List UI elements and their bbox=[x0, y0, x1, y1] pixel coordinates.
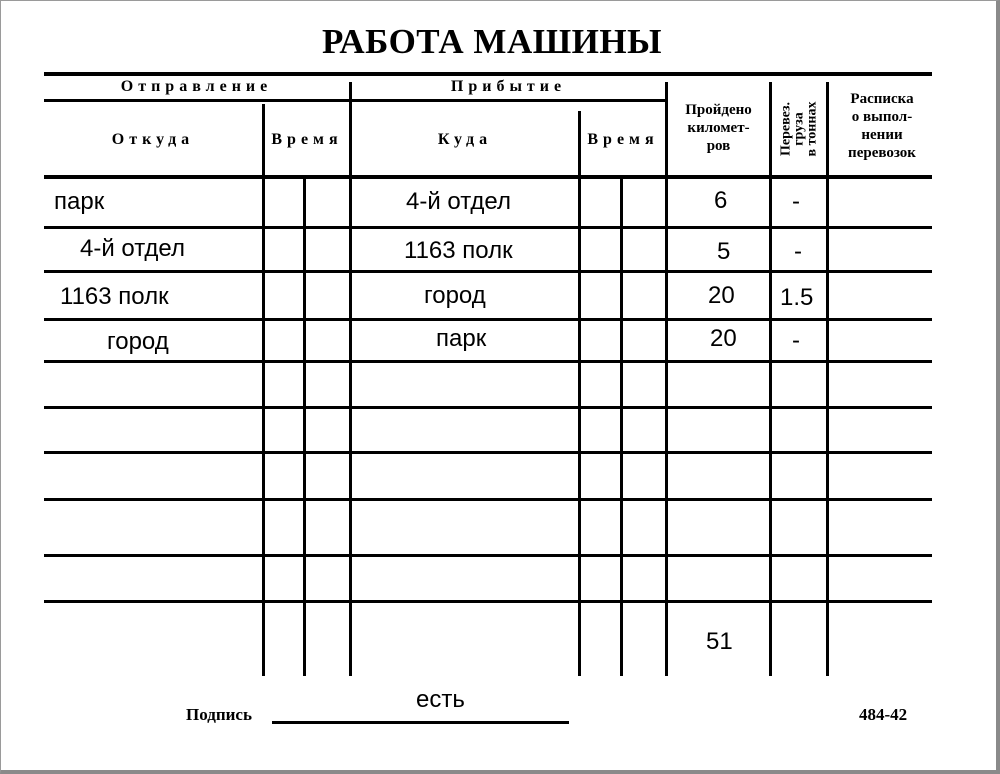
km-column-header bbox=[668, 90, 769, 166]
row-4-from: город bbox=[107, 328, 169, 355]
receipt-header-line: перевозок bbox=[848, 145, 916, 161]
signature-label: Подпись bbox=[186, 705, 252, 724]
signature-line bbox=[272, 721, 569, 724]
row-4-to: парк bbox=[436, 325, 487, 352]
row-1-km: 6 bbox=[714, 187, 728, 214]
row-divider bbox=[44, 270, 932, 273]
km-header-line: километ- bbox=[687, 120, 750, 136]
row-2-to: 1163 полк bbox=[404, 237, 513, 264]
from-column-header: Откуда bbox=[111, 130, 195, 148]
row-2-from: 4-й отдел bbox=[80, 235, 185, 262]
row-divider bbox=[44, 226, 932, 229]
total-km: 51 bbox=[706, 628, 733, 655]
row-divider bbox=[44, 498, 932, 501]
receipt-header-line: Расписка bbox=[850, 91, 914, 107]
row-2-cargo: - bbox=[794, 238, 802, 265]
km-header-line: Пройдено bbox=[685, 102, 752, 118]
row-divider bbox=[44, 318, 932, 321]
row-2-km: 5 bbox=[717, 238, 731, 265]
cargo-header-line: груза bbox=[791, 112, 807, 146]
cargo-header-line: Перевез. bbox=[778, 101, 794, 157]
group-header-divider bbox=[44, 99, 668, 102]
row-divider bbox=[44, 554, 932, 557]
column-divider bbox=[665, 82, 668, 676]
receipt-column-header bbox=[829, 80, 935, 172]
arrival-time-column-header: Время bbox=[587, 130, 659, 148]
column-divider bbox=[769, 82, 772, 676]
arrival-group-header: Прибытие bbox=[450, 78, 567, 95]
cargo-column-header bbox=[774, 82, 824, 176]
form-title: РАБОТА МАШИНЫ bbox=[322, 22, 662, 61]
row-divider bbox=[44, 406, 932, 409]
row-divider bbox=[44, 600, 932, 603]
receipt-header-line: нении bbox=[861, 127, 903, 143]
column-divider bbox=[262, 104, 265, 676]
receipt-header-line: о выпол- bbox=[851, 109, 913, 125]
column-divider bbox=[303, 178, 306, 676]
row-4-cargo: - bbox=[792, 327, 800, 354]
cargo-header-line: в тоннах bbox=[804, 101, 820, 157]
row-4-km: 20 bbox=[710, 325, 737, 352]
row-3-to: город bbox=[424, 282, 486, 309]
signature-value: есть bbox=[416, 686, 465, 713]
form-number: 484-42 bbox=[859, 705, 908, 724]
km-header-line: ров bbox=[706, 138, 731, 154]
row-3-from: 1163 полк bbox=[60, 283, 169, 310]
row-3-cargo: 1.5 bbox=[780, 284, 814, 311]
column-divider bbox=[620, 178, 623, 676]
row-divider bbox=[44, 451, 932, 454]
departure-time-column-header: Время bbox=[271, 130, 343, 148]
column-divider bbox=[578, 111, 581, 676]
row-1-from: парк bbox=[54, 188, 105, 215]
departure-group-header: Отправление bbox=[120, 78, 273, 95]
row-1-to: 4-й отдел bbox=[406, 188, 511, 215]
row-1-cargo: - bbox=[792, 188, 800, 215]
row-divider bbox=[44, 360, 932, 363]
row-3-km: 20 bbox=[708, 282, 735, 309]
to-column-header: Куда bbox=[437, 130, 493, 148]
